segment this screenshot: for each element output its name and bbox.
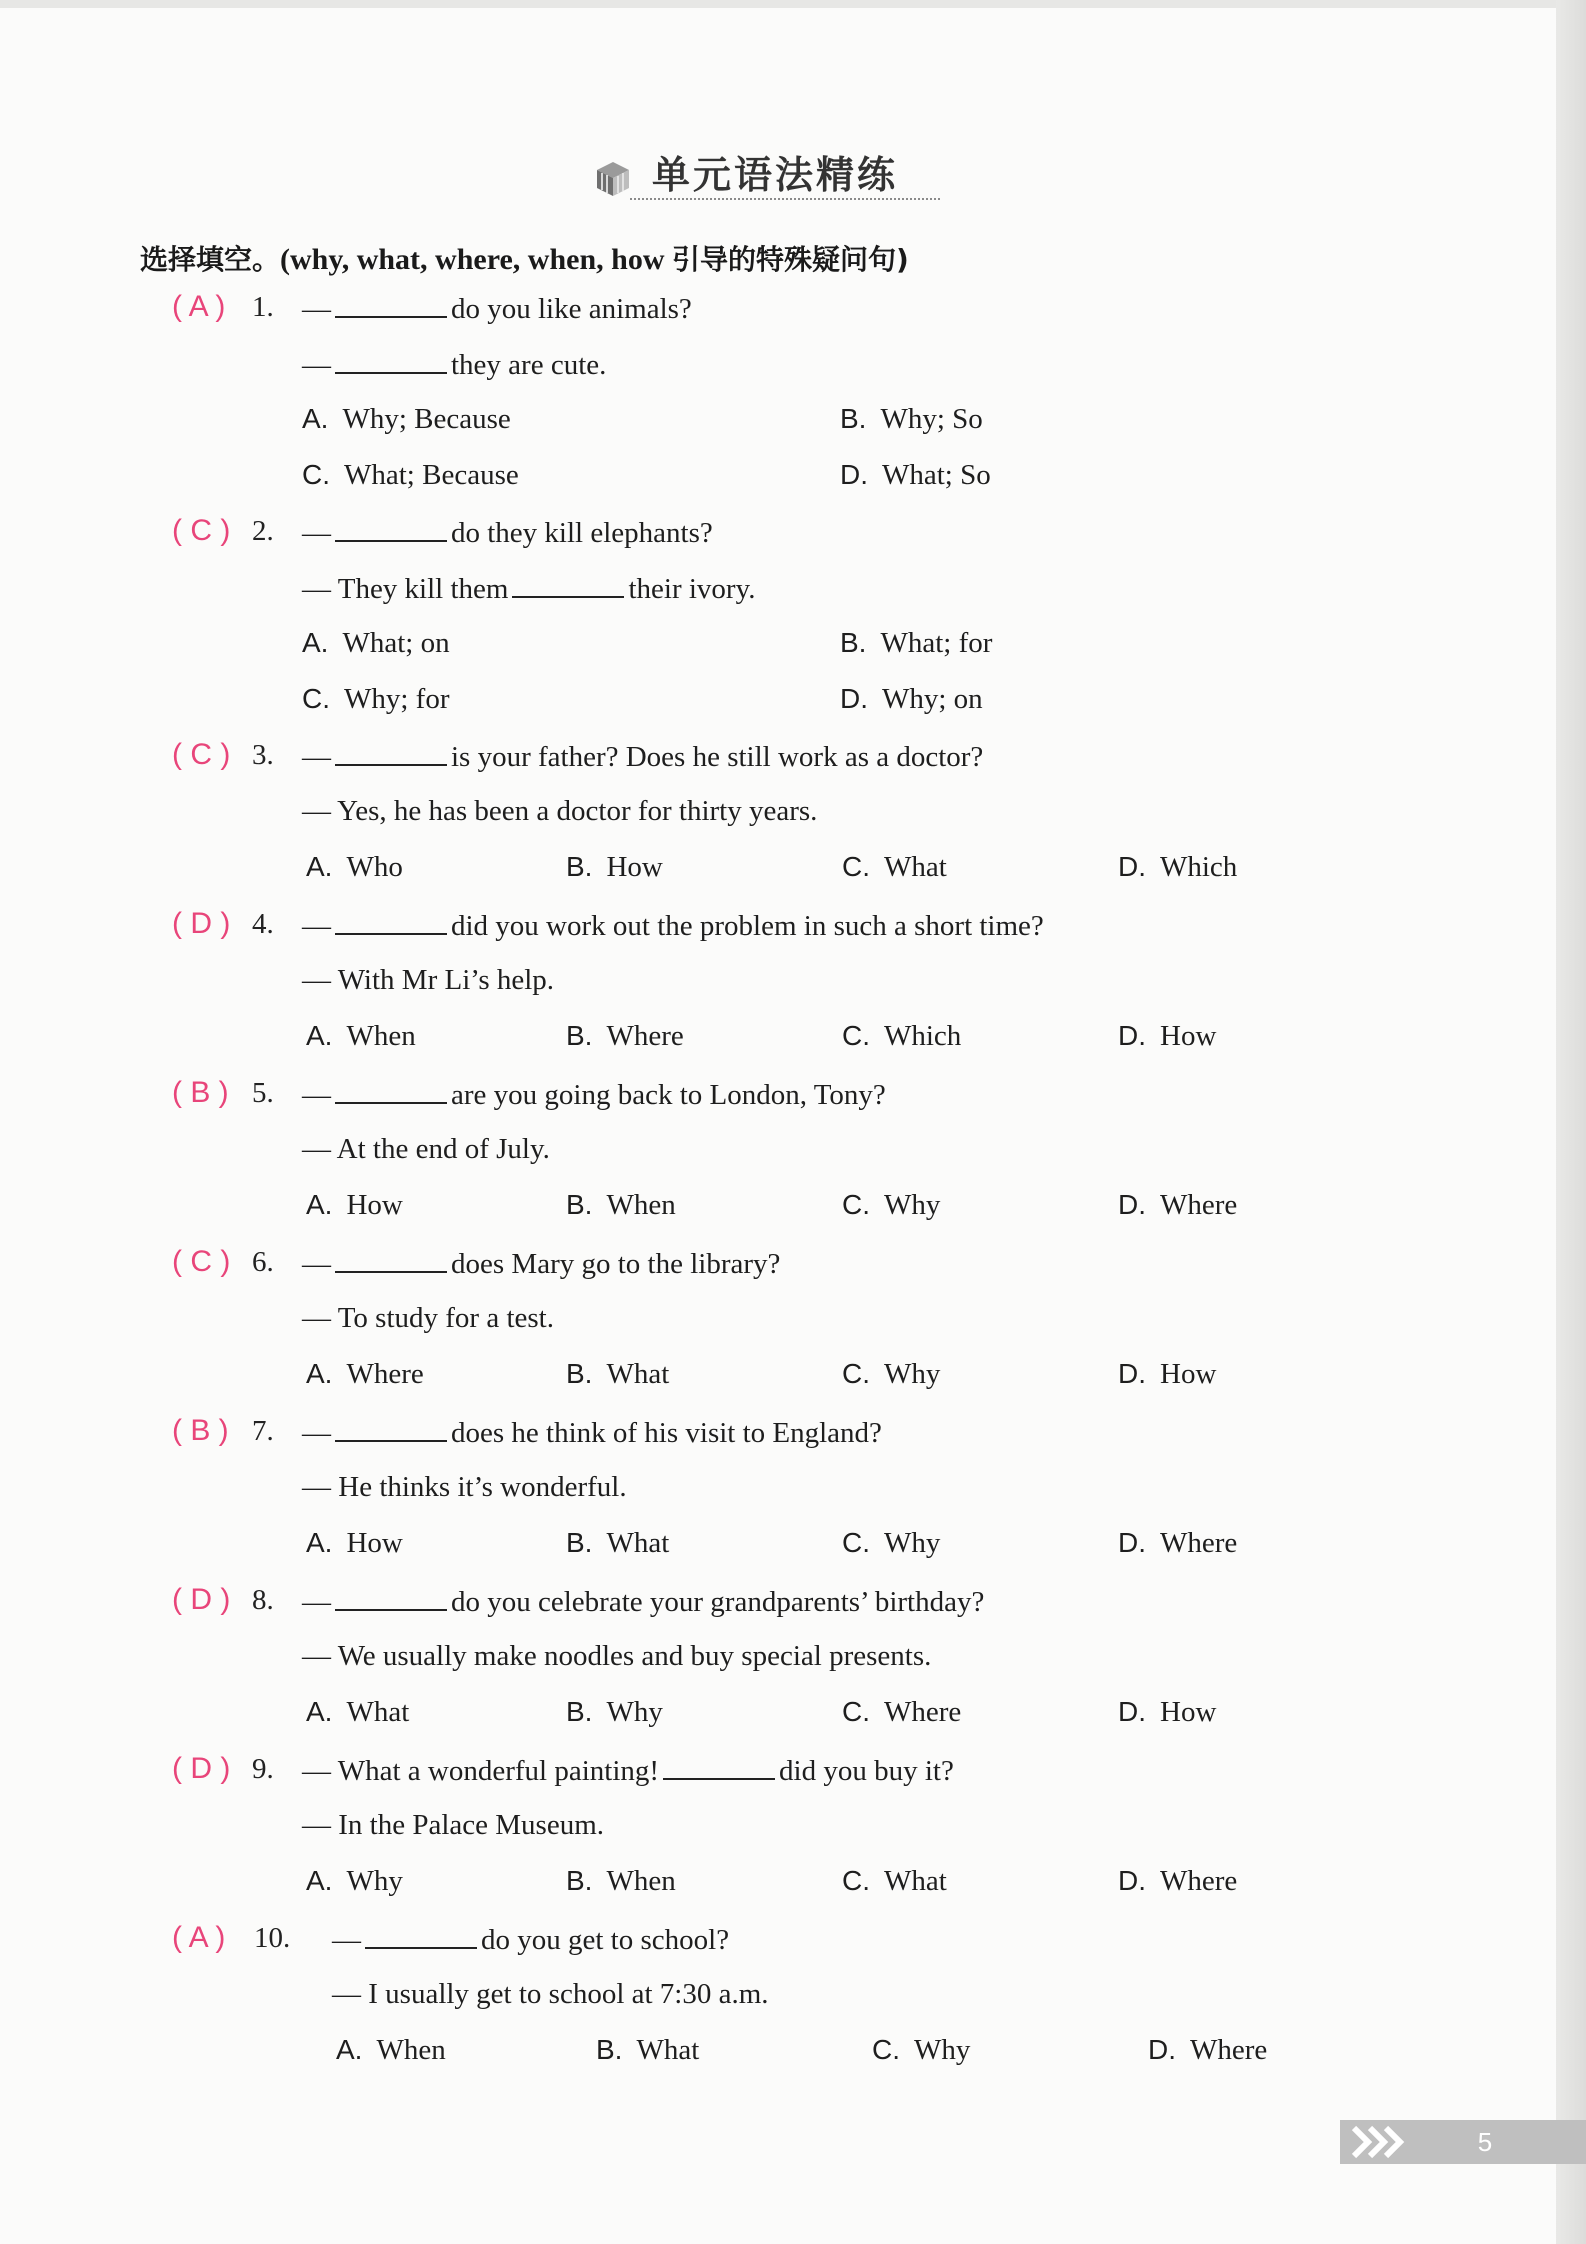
option-letter: D. [1118, 1865, 1146, 1896]
option-letter: D. [1118, 1358, 1146, 1389]
option-c[interactable] [842, 1524, 940, 1562]
option-letter: C. [302, 459, 330, 490]
option-letter: D. [1118, 851, 1146, 882]
title-underline [630, 198, 940, 200]
reply-blank[interactable] [335, 344, 447, 374]
reply-text: they are cute. [451, 349, 607, 381]
option-c[interactable] [302, 680, 450, 718]
option-d[interactable] [1118, 1524, 1237, 1562]
option-letter: C. [842, 1358, 870, 1389]
question-line [332, 1919, 729, 1959]
option-text: Where [1160, 1189, 1238, 1221]
option-letter: D. [1148, 2034, 1176, 2065]
answer-letter: D [190, 1583, 212, 1616]
option-a[interactable] [306, 1017, 416, 1055]
reply-prefix: — [302, 349, 331, 381]
question-item [0, 288, 1500, 491]
option-text: What; So [882, 459, 991, 491]
reply-text: — In the Palace Museum. [302, 1809, 605, 1841]
answer-blank[interactable] [335, 736, 447, 766]
option-text: What [346, 1696, 410, 1728]
answer-bracket: ( A ) [172, 1921, 226, 1954]
option-letter: B. [566, 1358, 593, 1389]
option-letter: D. [840, 683, 868, 714]
option-letter: B. [840, 627, 867, 658]
reply-text: — I usually get to school at 7:30 a.m. [332, 1978, 769, 2010]
option-letter: B. [566, 1020, 593, 1051]
option-b[interactable] [566, 1862, 676, 1900]
option-text: Who [346, 851, 403, 883]
option-text: How [606, 851, 663, 883]
question-number: 5. [252, 1077, 274, 1109]
option-b[interactable] [566, 1693, 663, 1731]
question-prefix: — [302, 1079, 331, 1111]
option-c[interactable] [842, 1693, 961, 1731]
answer-blank[interactable] [335, 905, 447, 935]
answer-blank[interactable] [335, 1243, 447, 1273]
question-line [302, 1412, 882, 1452]
option-text: Why; for [344, 683, 450, 715]
option-d[interactable] [840, 456, 991, 494]
reply-line [302, 792, 817, 830]
answer-letter: A [188, 290, 208, 323]
option-a[interactable] [336, 2031, 446, 2069]
option-text: Why; on [882, 683, 983, 715]
option-text: Which [884, 1020, 962, 1052]
answer-blank[interactable] [335, 1074, 447, 1104]
instruction-cn-tail: 引导的特殊疑问句) [672, 243, 909, 276]
option-text: When [606, 1189, 676, 1221]
answer-bracket: ( C ) [172, 738, 231, 771]
question-text: does Mary go to the library? [451, 1248, 781, 1280]
option-a[interactable] [306, 848, 403, 886]
answer-blank[interactable] [663, 1750, 775, 1780]
question-text: is your father? Does he still work as a doctor? [451, 741, 984, 773]
option-text: When [606, 1865, 676, 1897]
question-number: 10. [254, 1922, 291, 1954]
option-c[interactable] [302, 456, 519, 494]
reply-line [302, 1468, 627, 1506]
option-letter: D. [1118, 1696, 1146, 1727]
option-letter: A. [302, 403, 329, 434]
question-item [0, 1074, 1500, 1243]
question-number: 2. [252, 515, 274, 547]
option-text: What [884, 851, 947, 883]
option-text: How [1160, 1358, 1217, 1390]
question-line [302, 1243, 780, 1283]
question-number: 3. [252, 739, 274, 771]
option-letter: C. [842, 1865, 870, 1896]
question-text: do you get to school? [481, 1924, 730, 1956]
question-prefix: — What a wonderful painting! [302, 1755, 660, 1787]
option-a[interactable] [306, 1186, 403, 1224]
option-text: What [606, 1358, 670, 1390]
option-text: When [376, 2034, 446, 2066]
option-b[interactable] [566, 848, 663, 886]
option-d[interactable] [840, 680, 983, 718]
option-d[interactable] [1118, 1355, 1216, 1393]
question-prefix: — [302, 293, 331, 325]
reply-line [302, 1637, 931, 1675]
option-a[interactable] [306, 1862, 403, 1900]
option-b[interactable] [566, 1355, 669, 1393]
option-b[interactable] [566, 1017, 684, 1055]
option-letter: B. [840, 403, 867, 434]
scan-top-edge [0, 0, 1586, 8]
reply-line [302, 1130, 550, 1168]
option-letter: A. [306, 1358, 333, 1389]
option-d[interactable] [1118, 848, 1237, 886]
answer-letter: C [190, 1245, 212, 1278]
question-item [0, 1412, 1500, 1581]
option-letter: A. [336, 2034, 363, 2065]
option-text: When [346, 1020, 416, 1052]
option-letter: B. [566, 1189, 593, 1220]
question-line [302, 905, 1044, 945]
option-text: Why [346, 1865, 403, 1897]
question-number: 1. [252, 291, 274, 323]
reply-text: — We usually make noodles and buy special presents. [302, 1640, 932, 1672]
option-text: What; for [880, 627, 993, 659]
option-text: Why [884, 1189, 941, 1221]
question-number: 4. [252, 908, 274, 940]
option-a[interactable] [302, 624, 450, 662]
option-a[interactable] [306, 1524, 403, 1562]
answer-blank[interactable] [365, 1919, 477, 1949]
option-b[interactable] [840, 400, 983, 438]
double-chevron-icon [1348, 2124, 1408, 2160]
instruction [140, 238, 909, 278]
question-line [302, 512, 713, 552]
question-line [302, 1074, 886, 1114]
question-prefix: — [302, 741, 331, 773]
answer-bracket: ( C ) [172, 1245, 231, 1278]
option-d[interactable] [1148, 2031, 1267, 2069]
question-item [0, 512, 1500, 715]
option-text: Why [606, 1696, 663, 1728]
option-letter: C. [842, 1527, 870, 1558]
answer-blank[interactable] [335, 512, 447, 542]
question-item [0, 1243, 1500, 1412]
option-letter: C. [842, 851, 870, 882]
question-line [302, 1581, 984, 1621]
option-letter: D. [1118, 1527, 1146, 1558]
option-c[interactable] [842, 1862, 947, 1900]
option-letter: A. [306, 1696, 333, 1727]
instruction-cn-lead: 选择填空。 [140, 243, 281, 276]
answer-bracket: ( B ) [172, 1076, 229, 1109]
answer-letter: A [188, 1921, 208, 1954]
option-text: What; Because [344, 459, 519, 491]
option-letter: C. [302, 683, 330, 714]
option-text: How [1160, 1696, 1217, 1728]
question-line [302, 736, 983, 776]
option-text: Where [884, 1696, 962, 1728]
option-text: What [606, 1527, 670, 1559]
answer-letter: B [190, 1414, 211, 1447]
option-a[interactable] [306, 1693, 409, 1731]
option-letter: A. [306, 1527, 333, 1558]
option-text: How [346, 1527, 403, 1559]
question-text: do you like animals? [451, 293, 692, 325]
option-letter: B. [566, 1696, 593, 1727]
option-c[interactable] [842, 848, 947, 886]
option-d[interactable] [1118, 1017, 1216, 1055]
reply-line [302, 344, 606, 384]
option-text: How [346, 1189, 403, 1221]
answer-letter: C [190, 738, 212, 771]
answer-letter: D [190, 1752, 212, 1785]
option-letter: A. [306, 851, 333, 882]
option-letter: D. [840, 459, 868, 490]
option-text: What [636, 2034, 700, 2066]
option-letter: B. [566, 1527, 593, 1558]
question-number: 9. [252, 1753, 274, 1785]
option-text: Why [884, 1527, 941, 1559]
option-text: Which [1160, 851, 1238, 883]
reply-line [302, 568, 755, 608]
reply-line [332, 1975, 769, 2013]
question-text: did you work out the problem in such a short time? [451, 910, 1044, 942]
question-item [0, 1581, 1500, 1750]
question-number: 7. [252, 1415, 274, 1447]
section-title: 单元语法精练 [652, 153, 899, 197]
answer-blank[interactable] [335, 288, 447, 318]
question-prefix: — [302, 910, 331, 942]
page-number-tab [1340, 2120, 1586, 2164]
option-c[interactable] [872, 2031, 970, 2069]
option-letter: A. [302, 627, 329, 658]
reply-text: their ivory. [628, 573, 756, 605]
answer-bracket: ( C ) [172, 514, 231, 547]
option-b[interactable] [840, 624, 992, 662]
option-b[interactable] [566, 1186, 676, 1224]
option-a[interactable] [306, 1355, 424, 1393]
page-number: 5 [1477, 2127, 1493, 2157]
reply-text: — With Mr Li’s help. [302, 964, 555, 996]
question-item [0, 1919, 1500, 2088]
answer-letter: B [190, 1076, 211, 1109]
option-text: Why [914, 2034, 971, 2066]
option-b[interactable] [596, 2031, 699, 2069]
option-letter: A. [306, 1189, 333, 1220]
question-text: does he think of his visit to England? [451, 1417, 882, 1449]
option-letter: D. [1118, 1020, 1146, 1051]
answer-letter: D [190, 907, 212, 940]
answer-bracket: ( D ) [172, 907, 231, 940]
option-text: What; on [342, 627, 450, 659]
answer-bracket: ( A ) [172, 290, 226, 323]
option-c[interactable] [842, 1017, 961, 1055]
option-letter: B. [596, 2034, 623, 2065]
cube-icon [594, 160, 632, 198]
reply-blank[interactable] [512, 568, 624, 598]
option-letter: C. [872, 2034, 900, 2065]
question-item [0, 1750, 1500, 1919]
option-c[interactable] [842, 1186, 940, 1224]
answer-bracket: ( D ) [172, 1752, 231, 1785]
question-text: are you going back to London, Tony? [451, 1079, 886, 1111]
option-d[interactable] [1118, 1693, 1216, 1731]
answer-blank[interactable] [335, 1412, 447, 1442]
reply-text: — He thinks it’s wonderful. [302, 1471, 627, 1503]
scan-right-edge [1556, 0, 1586, 2244]
option-text: Why; So [880, 403, 983, 435]
option-text: Where [1160, 1865, 1238, 1897]
option-letter: A. [306, 1020, 333, 1051]
reply-line [302, 1806, 604, 1844]
option-text: Where [346, 1358, 424, 1390]
question-prefix: — [302, 1586, 331, 1618]
question-text: did you buy it? [779, 1755, 954, 1787]
section-header [590, 150, 950, 202]
question-line [302, 1750, 954, 1790]
reply-text: — At the end of July. [302, 1133, 550, 1165]
option-text: Where [1190, 2034, 1268, 2066]
option-a[interactable] [302, 400, 511, 438]
question-line [302, 288, 692, 328]
option-text: How [1160, 1020, 1217, 1052]
option-letter: B. [566, 851, 593, 882]
question-text: do they kill elephants? [451, 517, 713, 549]
question-prefix: — [302, 1417, 331, 1449]
option-letter: A. [306, 1865, 333, 1896]
option-d[interactable] [1118, 1186, 1237, 1224]
instruction-en-words: (why, what, where, when, how [280, 243, 665, 276]
option-c[interactable] [842, 1355, 940, 1393]
question-text: do you celebrate your grandparents’ birthday? [451, 1586, 985, 1618]
option-text: Where [606, 1020, 684, 1052]
answer-bracket: ( B ) [172, 1414, 229, 1447]
question-number: 8. [252, 1584, 274, 1616]
question-prefix: — [302, 517, 331, 549]
option-text: Why; Because [342, 403, 511, 435]
question-prefix: — [302, 1248, 331, 1280]
option-d[interactable] [1118, 1862, 1237, 1900]
answer-bracket: ( D ) [172, 1583, 231, 1616]
answer-letter: C [190, 514, 212, 547]
option-text: Where [1160, 1527, 1238, 1559]
option-letter: C. [842, 1696, 870, 1727]
reply-line [302, 961, 554, 999]
option-letter: B. [566, 1865, 593, 1896]
option-b[interactable] [566, 1524, 669, 1562]
question-prefix: — [332, 1924, 361, 1956]
question-item [0, 905, 1500, 1074]
reply-line [302, 1299, 554, 1337]
option-text: Why [884, 1358, 941, 1390]
reply-text: — To study for a test. [302, 1302, 554, 1334]
option-text: What [884, 1865, 947, 1897]
option-letter: C. [842, 1189, 870, 1220]
option-letter: C. [842, 1020, 870, 1051]
reply-text: — Yes, he has been a doctor for thirty years. [302, 795, 818, 827]
question-item [0, 736, 1500, 905]
answer-blank[interactable] [335, 1581, 447, 1611]
option-letter: D. [1118, 1189, 1146, 1220]
question-number: 6. [252, 1246, 274, 1278]
reply-prefix: — They kill them [302, 573, 509, 605]
